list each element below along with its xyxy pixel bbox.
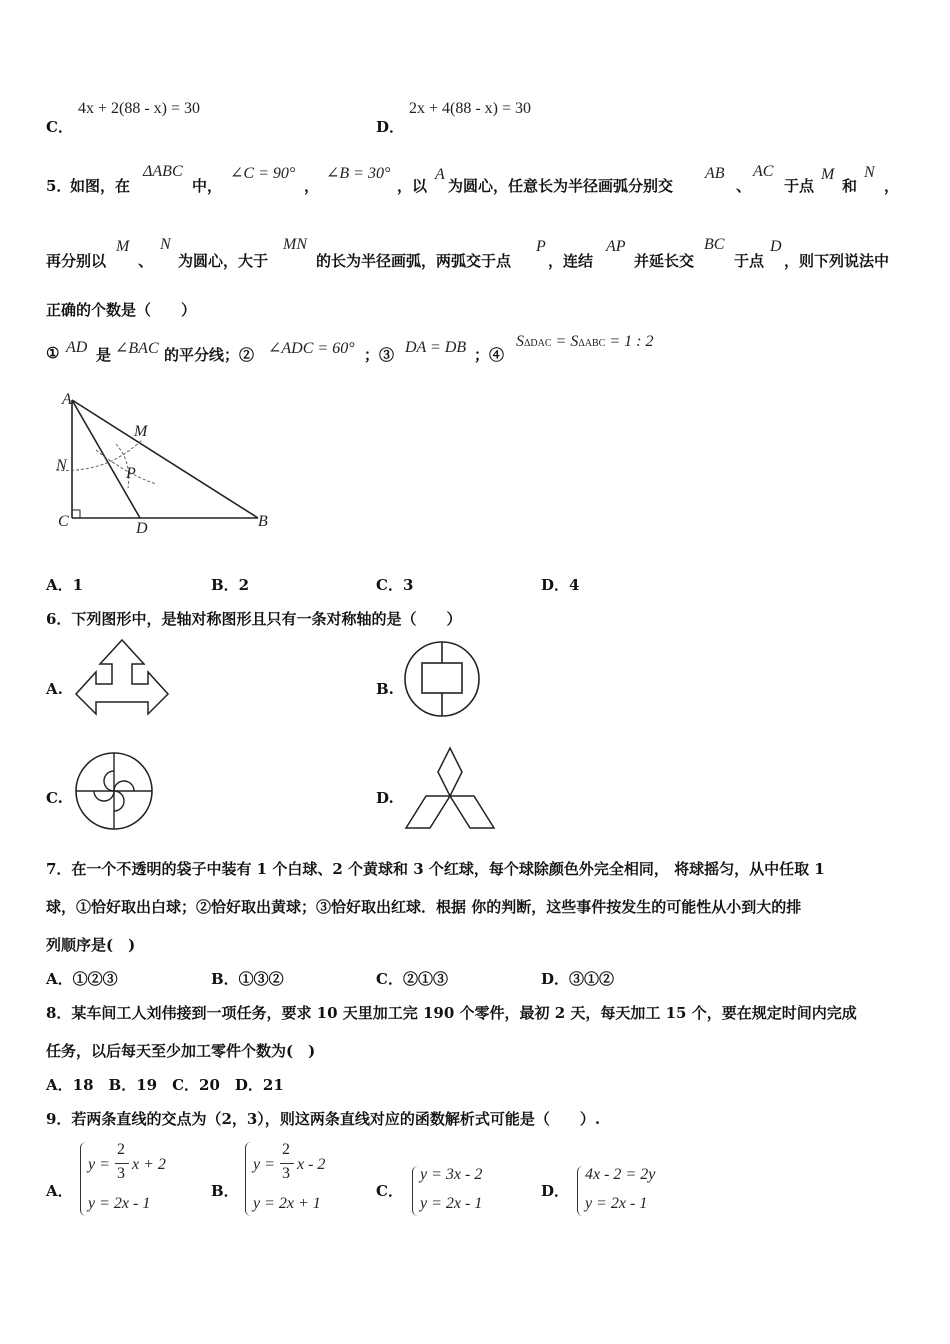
q5-statement-marker: ① — [46, 344, 60, 362]
q5-option-d[interactable]: D．4 — [541, 576, 580, 594]
q5-text: ；③ — [364, 346, 395, 364]
q5-option-a[interactable]: A．1 — [46, 576, 84, 594]
q5-text: ；④ — [474, 346, 505, 364]
q5-math-m: M — [821, 166, 835, 183]
q6-option-d-label[interactable]: D. — [376, 789, 394, 807]
q5-text: 于点 — [734, 252, 765, 270]
q9-option-c-brace — [412, 1166, 419, 1216]
q5-text: 中， — [192, 177, 223, 195]
q9-b-eq1-right: x - 2 — [297, 1156, 326, 1173]
q7-line-2: 球，①恰好取出白球；②恰好取出黄球；③恰好取出红球．根据 你的判断，这些事件按发生的可能性从小到大的排 — [46, 898, 802, 916]
q4-option-c-label: C． — [46, 118, 73, 136]
q6-circle-square-figure — [402, 639, 482, 719]
q5-text: 为圆心，大于 — [178, 252, 269, 270]
q9-d-eq2: y = 2x - 1 — [585, 1195, 648, 1212]
label-p: P — [126, 465, 136, 482]
q5-triangle-figure — [46, 388, 286, 538]
q6-arrows-figure — [74, 638, 170, 718]
q9-b-eq2: y = 2x + 1 — [253, 1195, 321, 1212]
q5-text: 、 — [736, 177, 752, 195]
q5-text: ，则下列说法中 — [784, 252, 890, 270]
q5-number: 5． — [46, 177, 72, 195]
q5-math-angle-c: ∠C = 90° — [230, 165, 296, 182]
label-b: B — [258, 513, 268, 530]
q6-three-diamonds-figure — [404, 746, 496, 832]
q9-a-fraction-den: 3 — [117, 1165, 125, 1182]
q9-a-eq1-right: x + 2 — [132, 1156, 166, 1173]
segment-ad — [72, 400, 140, 518]
q4-option-d-equation: 2x + 4(88 - x) = 30 — [409, 100, 532, 117]
q5-text: 的平分线；② — [164, 346, 255, 364]
q7-option-a[interactable]: A．①②③ — [46, 970, 118, 988]
q5-text: ， — [884, 177, 900, 195]
q5-math-n: N — [160, 236, 171, 253]
q5-text: ，以 — [397, 177, 428, 195]
q5-math-ac: AC — [753, 163, 774, 180]
label-m: M — [134, 423, 148, 440]
q9-b-fraction-den: 3 — [282, 1165, 290, 1182]
q9-text: 9．若两条直线的交点为（2，3），则这两条直线对应的函数解析式可能是（ ）. — [46, 1110, 601, 1128]
q4-option-d-label: D． — [376, 118, 405, 136]
q9-option-d-label[interactable]: D． — [541, 1182, 570, 1200]
q9-a-fraction-bar — [115, 1163, 129, 1164]
label-a: A — [62, 391, 72, 408]
q6-option-a-label[interactable]: A. — [46, 680, 63, 698]
right-angle-mark — [72, 510, 80, 518]
q9-d-eq1: 4x - 2 = 2y — [585, 1166, 656, 1183]
side-ab — [72, 400, 258, 518]
q9-b-fraction-bar — [280, 1163, 294, 1164]
q5-math-a: A — [435, 166, 445, 183]
q5-math-angle-b: ∠B = 30° — [326, 165, 391, 182]
q8-line-2: 任务，以后每天至少加工零件个数为( ) — [46, 1042, 316, 1060]
label-d: D — [136, 520, 148, 537]
q5-text: ，连结 — [548, 252, 594, 270]
q5-text: 是 — [96, 346, 112, 364]
q6-option-c-label[interactable]: C. — [46, 789, 63, 807]
q9-option-d-brace — [577, 1166, 584, 1216]
q5-math-triangle: ΔABC — [143, 163, 183, 180]
q9-option-b-label[interactable]: B． — [211, 1182, 239, 1200]
q9-option-c-label[interactable]: C． — [376, 1182, 403, 1200]
q5-math-ab: AB — [705, 165, 725, 182]
q5-math-ad: AD — [66, 339, 88, 356]
q5-math-mn: MN — [283, 236, 307, 253]
q5-option-b[interactable]: B．2 — [211, 576, 250, 594]
q9-b-eq1-left: y = — [253, 1156, 275, 1173]
q9-c-eq1: y = 3x - 2 — [420, 1166, 483, 1183]
q9-option-b-brace — [245, 1142, 252, 1216]
q9-option-a-brace — [80, 1142, 87, 1216]
q7-line-1: 7．在一个不透明的袋子中装有 1 个白球、2 个黄球和 3 个红球，每个球除颜色外完全相同， 将球摇匀，从中任取 1 — [46, 860, 825, 878]
q8-line-1: 8．某车间工人刘伟接到一项任务，要求 10 天里加工完 190 个零件，最初 2 天，每天加工 15 个，要在规定时间内完成 — [46, 1004, 857, 1022]
q5-math-angle-bac: ∠BAC — [115, 340, 159, 357]
q7-line-3: 列顺序是( ) — [46, 936, 136, 954]
q6-pinwheel-figure — [74, 751, 154, 831]
label-n: N — [56, 457, 67, 474]
q4-option-c-equation: 4x + 2(88 - x) = 30 — [78, 100, 201, 117]
q5-text: 如图，在 — [70, 177, 131, 195]
q6-option-b-label[interactable]: B. — [376, 680, 394, 698]
q9-a-eq2: y = 2x - 1 — [88, 1195, 151, 1212]
q9-b-fraction-num: 2 — [282, 1141, 290, 1158]
arrow-shape — [76, 640, 168, 714]
q5-text: 的长为半径画弧，两弧交于点 — [316, 252, 512, 270]
q5-math-da-db: DA = DB — [405, 339, 467, 356]
q5-math-p: P — [536, 238, 546, 255]
q5-option-c[interactable]: C．3 — [376, 576, 414, 594]
q9-c-eq2: y = 2x - 1 — [420, 1195, 483, 1212]
q9-a-fraction-num: 2 — [117, 1141, 125, 1158]
q5-text: 再分别以 — [46, 252, 107, 270]
q5-text: 并延长交 — [634, 252, 695, 270]
q5-math-angle-adc: ∠ADC = 60° — [268, 340, 355, 357]
q5-text: 为圆心，任意长为半径画弧分别交 — [448, 177, 674, 195]
q5-text: ， — [304, 177, 320, 195]
q5-math-m: M — [116, 238, 130, 255]
q5-text: 和 — [842, 177, 858, 195]
q5-text: 正确的个数是（ ） — [46, 301, 197, 319]
q5-text: 、 — [138, 252, 154, 270]
q5-math-d: D — [770, 238, 782, 255]
q5-text: 于点 — [784, 177, 815, 195]
q6-text: 6．下列图形中，是轴对称图形且只有一条对称轴的是（ ） — [46, 610, 462, 628]
q7-option-b[interactable]: B．①③② — [211, 970, 284, 988]
q8-options[interactable]: A．18 B．19 C．20 D．21 — [46, 1076, 284, 1094]
q5-math-ap: AP — [606, 238, 626, 255]
label-c: C — [58, 513, 69, 530]
q5-math-bc: BC — [704, 236, 725, 253]
q7-option-c[interactable]: C．②①③ — [376, 970, 448, 988]
q5-math-n: N — [864, 164, 875, 181]
q9-a-eq1-left: y = — [88, 1156, 110, 1173]
q5-math-area-ratio: SΔDAC = SΔABC = 1 : 2 — [516, 333, 654, 350]
q9-option-a-label[interactable]: A． — [46, 1182, 73, 1200]
q7-option-d[interactable]: D．③①② — [541, 970, 615, 988]
